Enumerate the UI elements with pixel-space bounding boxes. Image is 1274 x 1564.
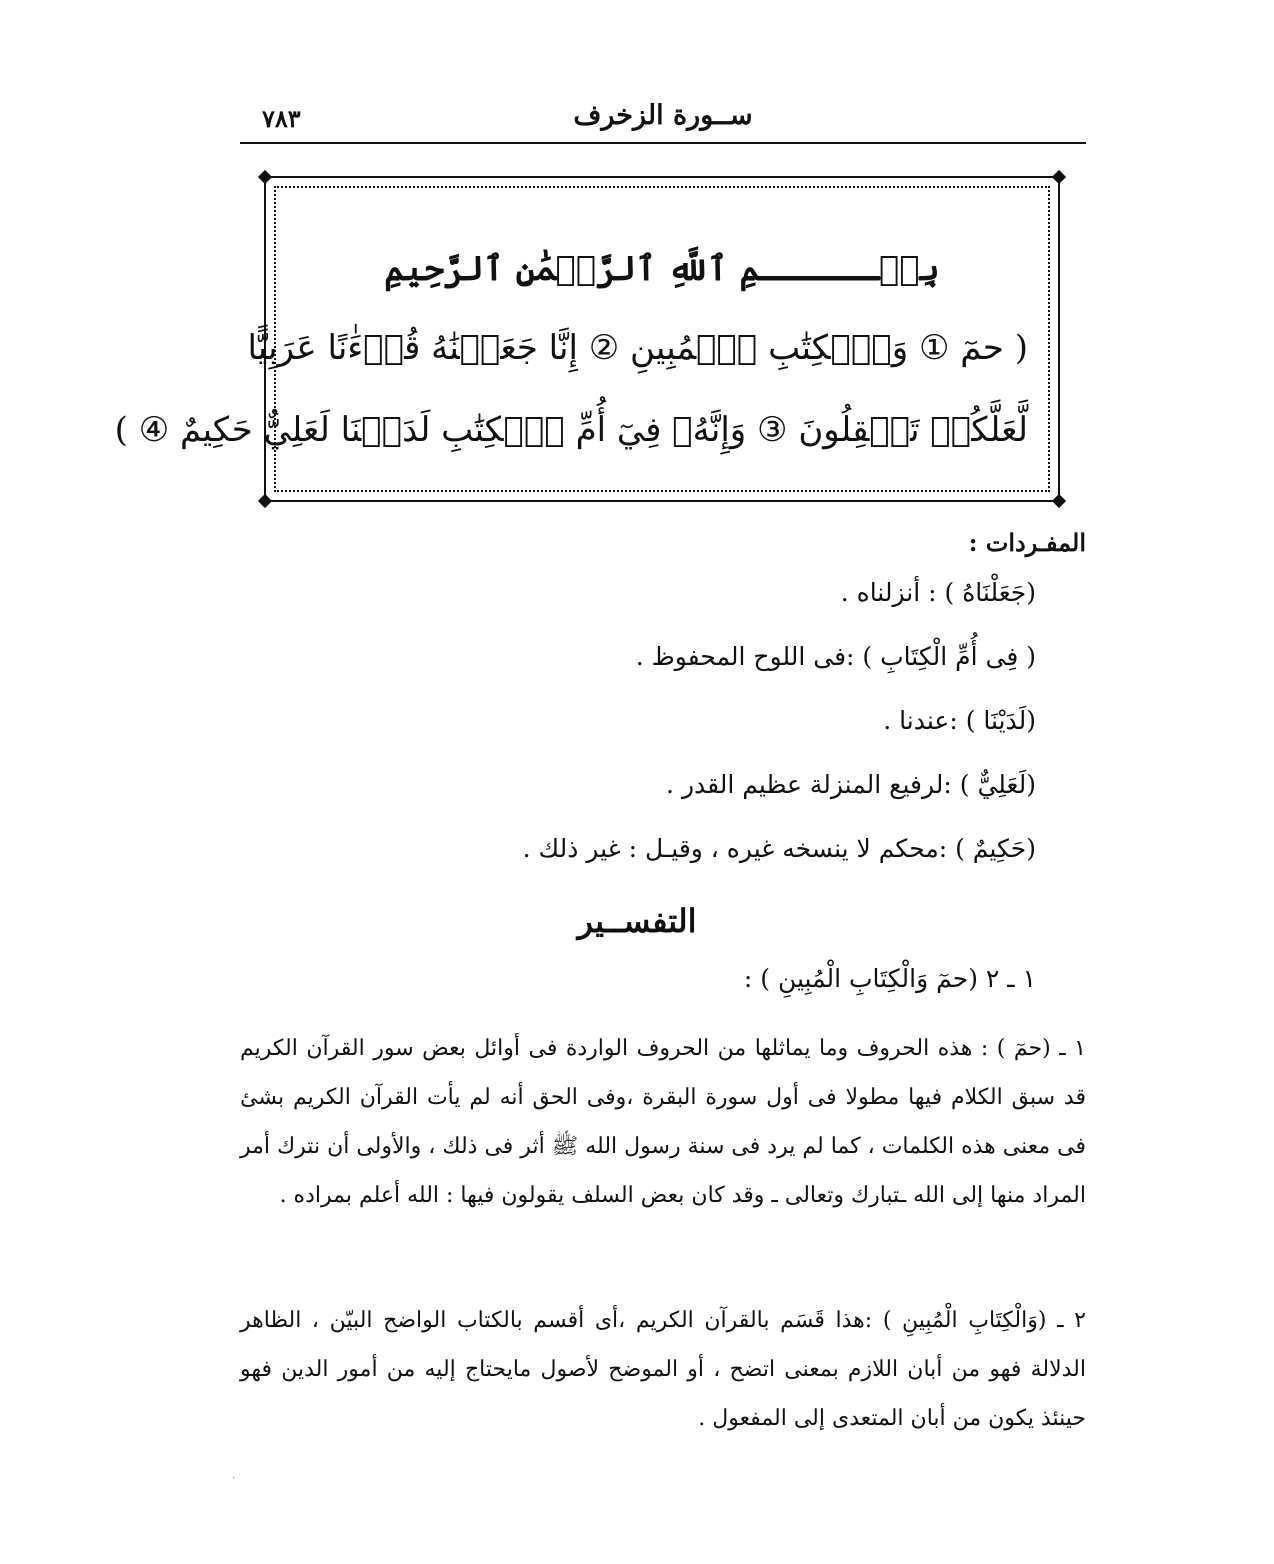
vocabulary-item: (لَعَلِيٌّ ) :لرفيع المنزلة عظيم القدر .	[666, 770, 1036, 799]
corner-ornament-icon	[258, 494, 272, 508]
vocabulary-item: (جَعَلْنَاهُ ) : أنزلناه .	[840, 578, 1036, 607]
corner-ornament-icon	[258, 170, 272, 184]
corner-ornament-icon	[1052, 170, 1066, 184]
scan-speck: ·	[232, 1473, 236, 1484]
tafsir-heading: التفســير	[577, 902, 697, 940]
header-rule	[240, 142, 1086, 144]
verse-line: ( حمٓ ① وَٱلۡكِتَٰبِ ٱلۡمُبِينِ ② إِنَّا جَعَلۡنَٰهُ قُرۡءَٰنًا عَرَبِيًّا	[247, 328, 1028, 368]
vocabulary-item: ( فِى أُمِّ الْكِتَابِ ) :فى اللوح المحفوظ .	[635, 642, 1036, 671]
basmala: بِسۡــــــمِ ٱللَّهِ ٱلرَّحۡمَٰنِ ٱلرَّحِيمِ	[384, 249, 940, 289]
running-head: ســورة الزخرف	[573, 100, 753, 131]
vocabulary-item: (لَدَيْنَا ) :عندنا .	[883, 706, 1036, 735]
tafsir-paragraph: ٢ ـ (وَالْكِتَابِ الْمُبِينِ ) :هذا قَسَم بالقرآن الكريم ،أى أقسم بالكتاب الواضح البيّن ، الظاهر الدلالة فهو من أبان اللازم بمعنى اتضح ، أو الموضح لأصول مايحتاج إليه من أمور الدين فهو حينئذ يكون من أبان المتعدى إلى المفعول .	[240, 1308, 1086, 1431]
vocabulary-heading: المفـردات :	[968, 528, 1086, 557]
section-heading: ١ ـ ٢ (حمٓ وَالْكِتَابِ الْمُبِينِ ) :	[743, 964, 1036, 993]
vocabulary-item: (حَكِيمٌ ) :محكم لا ينسخه غيره ، وقيـل : غير ذلك .	[522, 834, 1036, 863]
tafsir-paragraph: ١ ـ (حمٓ ) : هذه الحروف وما يماثلها من الحروف الواردة فى أوائل بعض سور القرآن الكريم قد سبق الكلام فيها مطولا فى أول سورة البقرة ،وفى الحق أنه لم يأت القرآن الكريم بشئ فى معنى هذه الكلمات ، كما لم يرد فى سنة رسول الله ﷺ أثر فى ذلك ، والأولى أن نترك أمر المراد منها إلى الله ـتبارك وتعالى ـ وقد كان بعض السلف يقولون فيها : الله أعلم بمراده .	[240, 1036, 1086, 1208]
vocabulary-list	[523, 578, 1036, 898]
page-header	[240, 100, 1086, 144]
verse-line: لَّعَلَّكُمۡ تَعۡقِلُونَ ③ وَإِنَّهُۥ فِيٓ أُمِّ ٱلۡكِتَٰبِ لَدَيۡنَا لَعَلِيٌّ حَكِيمٌ ④ )	[114, 410, 1028, 450]
corner-ornament-icon	[1052, 494, 1066, 508]
page-number: ٧٨٣	[262, 104, 301, 133]
verse-frame	[114, 176, 1060, 502]
